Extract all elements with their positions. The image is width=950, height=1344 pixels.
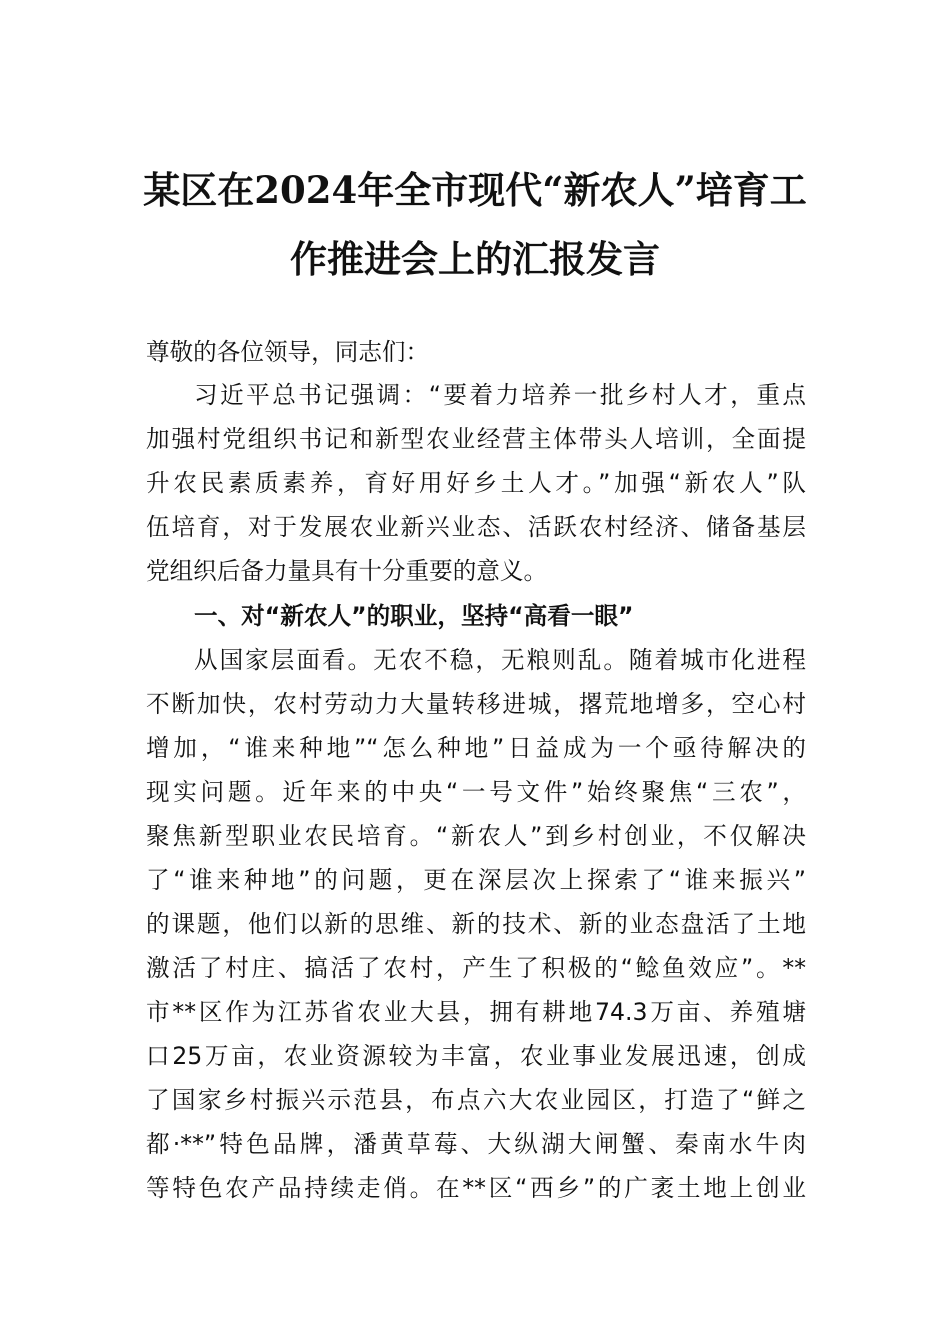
section-line: 了国家乡村振兴示范县，布点六大农业园区，打造了“鲜之 [146, 1086, 806, 1114]
intro-line: 伍培育，对于发展农业新兴业态、活跃农村经济、储备基层 [146, 513, 806, 541]
intro-line: 党组织后备力量具有十分重要的意义。 [146, 557, 548, 585]
intro-line: 加强村党组织书记和新型农业经营主体带头人培训，全面提 [146, 425, 806, 453]
section-line: 现实问题。近年来的中央“一号文件”始终聚焦“三农”， [146, 778, 806, 806]
section-line: 口25万亩，农业资源较为丰富，农业事业发展迅速，创成 [146, 1042, 806, 1070]
document-title-line-2: 作推进会上的汇报发言 [290, 237, 660, 281]
section-line: 的课题，他们以新的思维、新的技术、新的业态盘活了土地 [146, 910, 806, 938]
section-line: 都·**”特色品牌，潘黄草莓、大纵湖大闸蟹、秦南水牛肉 [146, 1130, 806, 1158]
section-line: 了“谁来种地”的问题，更在深层次上探索了“谁来振兴” [146, 866, 806, 894]
section-line: 市**区作为江苏省农业大县，拥有耕地74.3万亩、养殖塘 [146, 998, 806, 1026]
section-line: 从国家层面看。无农不稳，无粮则乱。随着城市化进程 [194, 646, 806, 674]
section-line: 激活了村庄、搞活了农村，产生了积极的“鲶鱼效应”。** [146, 954, 806, 982]
section-line: 增加，“谁来种地”“怎么种地”日益成为一个亟待解决的 [146, 734, 806, 762]
section-line: 不断加快，农村劳动力大量转移进城，撂荒地增多，空心村 [146, 690, 806, 718]
section-line: 等特色农产品持续走俏。在**区“西乡”的广袤土地上创业 [146, 1174, 806, 1202]
document-title-line-1: 某区在2024年全市现代“新农人”培育工 [143, 168, 807, 212]
intro-line: 习近平总书记强调：“要着力培养一批乡村人才，重点 [194, 381, 806, 409]
section-line: 聚焦新型职业农民培育。“新农人”到乡村创业，不仅解决 [146, 822, 806, 850]
intro-line: 升农民素质素养，育好用好乡土人才。”加强“新农人”队 [146, 469, 806, 497]
salutation: 尊敬的各位领导，同志们： [146, 338, 430, 366]
section-heading: 一、对“新农人”的职业，坚持“高看一眼” [194, 602, 634, 630]
